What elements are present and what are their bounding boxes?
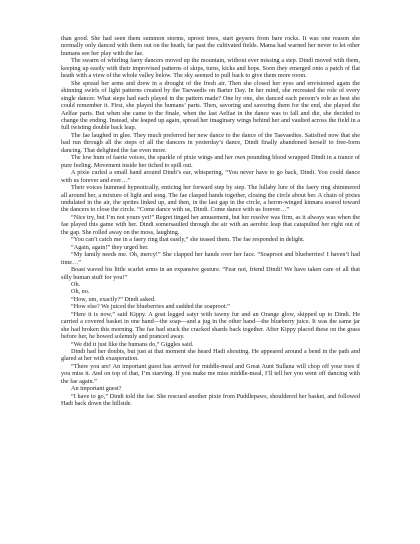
paragraph: “How else? We juiced the blueberries and sudded the soaproot.”	[71, 303, 230, 311]
paragraph: Oh.	[71, 280, 81, 288]
paragraph: Boast waved his little scarlet arms in an expansive gesture. “Fear not, friend Dindi! We have taken care of all that silly human stuff for you!”	[61, 266, 360, 281]
paragraph: The swarm of whirling faery dancers moved up the mountain, without ever missing a step. Dindi moved with them, keeping up easily with their improvised patterns of skips, turns, kicks and hops. Soon they emerged onto a patch of flat heath with a view of the whole valley below. The sky seemed to pull back to give them more room.	[61, 57, 360, 80]
paragraph: “My family needs me. Oh, mercy!” She clapped her hands over her face. “Soaproot and blueberries! I haven’t had time…”	[61, 251, 360, 266]
paragraph: “Again, again!” they urged her.	[71, 243, 149, 251]
paragraph: An important guest?	[71, 385, 122, 393]
paragraph: A pixie curled a small hand around Dindi’s ear, whispering, “You never have to go back, Dindi. You could dance with us forever and ever…”	[61, 169, 360, 184]
paragraph: “There you are! An important guest has arrived for middle-meal and Great Aunt Sullana will chop off your toes if you miss it. And on top of that, I’m starving. If you make me miss middle-meal, I’ll tell her you went off dancing with the fae again.”	[61, 362, 360, 385]
paragraph: “How, um, exactly?” Dindi asked.	[71, 295, 156, 303]
paragraph: “You can’t catch me in a faery ring that easily,” she teased them. The fae responded in delight.	[71, 236, 305, 244]
paragraph: “Nice try, but I’m not yours yet!” Regret tinged her amusement, but her resolve was firm, as it always was when the fae played this game with her. Dindi somersaulted through the air with an aerobic leap that catapulted her right out of the gap. She rolled away on the moss, laughing.	[61, 213, 360, 236]
paragraph: Their voices hummed hypnotically, enticing her forward step by step. The lullaby lure of the faery ring shimmered all around her, a mixture of light and song. The fae clasped hands together, closing the circle about her. A chain of pixies undulated in the air, the sprites linked up, and then, in the last gap in the circle, a heron-winged kinnara soared toward the dancers to close the circle. “Come dance with us, Dindi. Come dance with us forever…”	[61, 184, 360, 214]
paragraph: Oh, no.	[71, 288, 90, 296]
paragraph: than good. She had seen them summon storms, uproot trees, start geysers from bare rocks. It was one reason she normally only danced with them out on the heath, far past the cultivated fields. Mama had warned her never to let other humans see her play with the fae.	[61, 35, 360, 57]
paragraph: “I have to go,” Dindi told the fae. She rescued another pixie from Puddlepaws, shouldered her basket, and followed Hadi back down the hillside.	[61, 392, 360, 408]
paragraph: Dindi had her doubts, but just at that moment she heard Hadi shouting. He appeared around a bend in the path and glared at her with exasperation.	[61, 348, 360, 363]
page-body-text	[61, 35, 360, 408]
paragraph: She spread her arms and drew in a drought of the fresh air. Then she closed her eyes and envisioned again the shinning swirls of light patterns created by the Taevaedis on Barter Day. In her mind, she recreated the role of every single dancer. What steps had each played in the pattern made? One by one, she danced each person’s role as best she could remember it. First, she played the humans’ parts. Then, savoring and savoring them for the end, she played the Aelfae parts. But when she came to the finale, when the last Aelfae in the dance was to fall and die, she decided to change the ending. Instead, she leaped up again, spread her imaginary wings behind her and vaulted across the field in a full twisting double back leap.	[61, 79, 360, 132]
paragraph: “We did it just like the humans do,” Giggles said.	[71, 340, 194, 348]
paragraph: The low hum of faerie voices, the sparkle of pixie wings and her own pounding blood wrapped Dindi in a trance of pure feeling. Movement inside her itched to spill out.	[61, 154, 360, 169]
paragraph: The fae laughed in glee. They much preferred her new dance to the dance of the Taevaedies. Satisfied now that she had run through all the steps of all the dancers in yesterday’s dance, Dindi finally abandoned herself to free-form dancing. That delighted the fae even more.	[61, 131, 360, 154]
paragraph: “Here it is now,” said Kippy. A goat legged satyr with tawny fur and an Orange glow, skipped up to Dindi. He carried a covered basket in one hand—the soap—and a jug in the other hand—the blueberry juice. It was the same jar she had broken this morning. The fae had stuck the cracked shards back together. After Kippy placed these on the grass before her, he bowed solemnly and pranced away.	[61, 310, 360, 341]
